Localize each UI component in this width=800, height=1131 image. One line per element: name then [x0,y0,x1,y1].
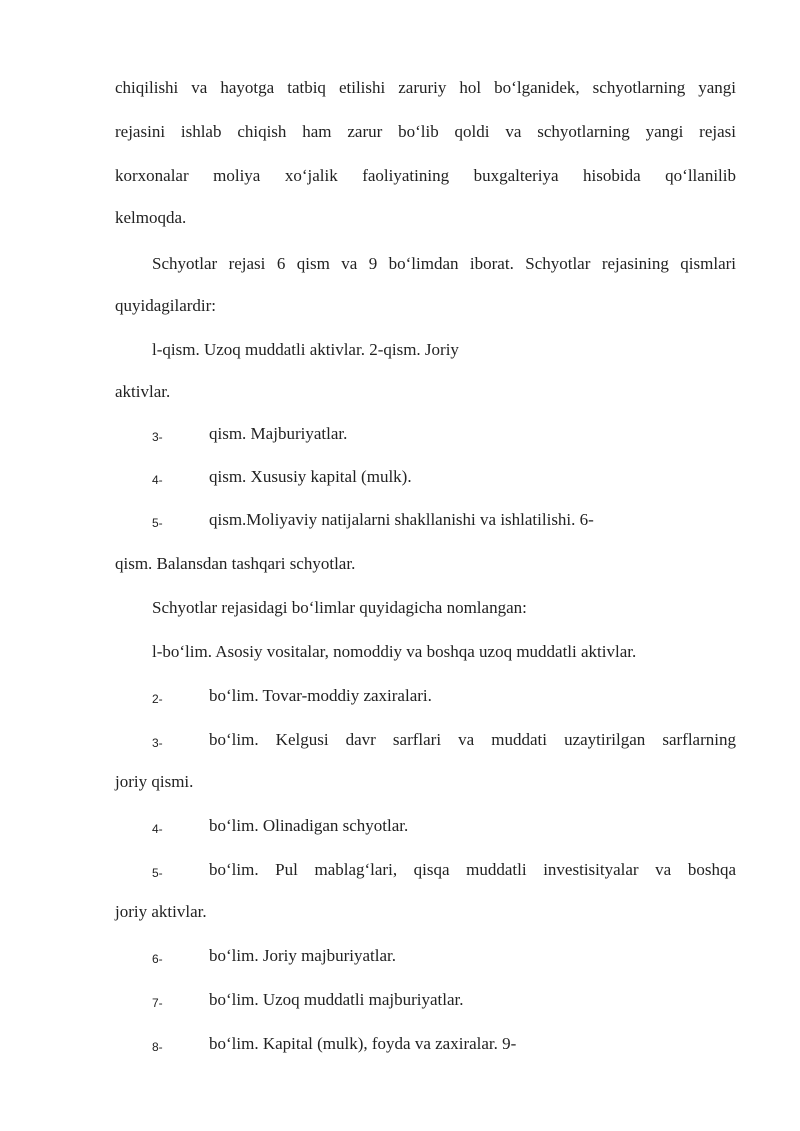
list-item-text: bo‘lim. Tovar-moddiy zaxiralari. [209,686,432,705]
list-item-text: bo‘lim. Kapital (mulk), foyda va zaxiralar. 9- [209,1034,517,1053]
list-item-text: qism. Majburiyatlar. [209,424,348,443]
list-item-text: bo‘lim. Olinadigan schyotlar. [209,816,409,835]
list-marker: 3- [152,736,163,750]
paragraph-first-line: Schyotlar rejasidagi bo‘limlar quyidagicha nomlangan: [152,598,527,617]
body-text-line: quyidagilardir: [115,296,217,315]
list-marker: 5- [152,866,163,880]
list-marker: 8- [152,1040,163,1054]
body-text-line: kelmoqda. [115,208,187,227]
list-item-text: l-qism. Uzoq muddatli aktivlar. 2-qism. Joriy [152,340,459,359]
list-marker: 2- [152,692,163,706]
list-item-text: bo‘lim. Pul mablag‘lari, qisqa muddatli investisityalar va boshqa [209,860,736,879]
list-marker: 4- [152,473,163,487]
body-text-line: rejasini ishlab chiqish ham zarur bo‘lib qoldi va schyotlarning yangi rejasi [115,122,736,141]
list-marker: 4- [152,822,163,836]
list-marker: 3- [152,430,163,444]
list-item-text: bo‘lim. Kelgusi davr sarflari va muddati uzaytirilgan sarflarning [209,730,736,749]
body-text-line: qism. Balansdan tashqari schyotlar. [115,554,356,573]
list-item-text: qism. Xususiy kapital (mulk). [209,467,412,486]
paragraph-first-line: Schyotlar rejasi 6 qism va 9 bo‘limdan iborat. Schyotlar rejasining qismlari [152,254,736,273]
list-marker: 7- [152,996,163,1010]
list-item-text: qism.Moliyaviy natijalarni shakllanishi va ishlatilishi. 6- [209,510,594,529]
body-text-line: joriy aktivlar. [115,902,207,921]
list-marker: 5- [152,516,163,530]
body-text-line: aktivlar. [115,382,171,401]
body-text-line: chiqilishi va hayotga tatbiq etilishi zaruriy hol bo‘lganidek, schyotlarning yangi [115,78,736,97]
list-item-text: bo‘lim. Joriy majburiyatlar. [209,946,396,965]
list-item-text: bo‘lim. Uzoq muddatli majburiyatlar. [209,990,464,1009]
body-text-line: korxonalar moliya xo‘jalik faoliyatining buxgalteriya hisobida qo‘llanilib [115,166,736,185]
list-item-text: l-bo‘lim. Asosiy vositalar, nomoddiy va boshqa uzoq muddatli aktivlar. [152,642,637,661]
list-marker: 6- [152,952,163,966]
body-text-line: joriy qismi. [115,772,194,791]
